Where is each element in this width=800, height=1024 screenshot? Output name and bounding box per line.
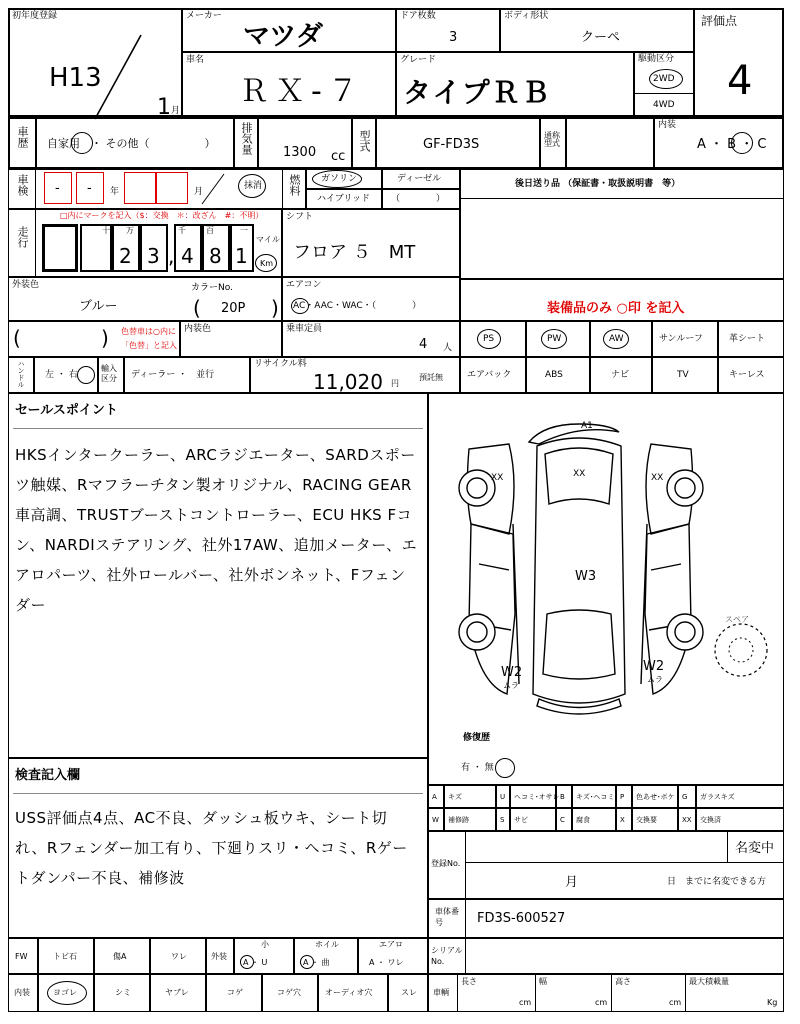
insp-month-unit: 月 xyxy=(194,187,204,197)
fuel-label-cell xyxy=(282,169,306,209)
legend-cell xyxy=(444,785,496,808)
legend-text: W xyxy=(432,816,439,824)
reg-slash-icon xyxy=(89,31,149,123)
legend-text: 交換要 xyxy=(636,816,657,824)
legend-text: G xyxy=(682,793,688,801)
history-value-cell xyxy=(36,117,234,169)
car-name-value: ＲＸ-７ xyxy=(239,74,364,109)
interior-color-label: 内装色 xyxy=(184,324,212,334)
legend-text: 補修跡 xyxy=(448,816,469,824)
score-value: 4 xyxy=(727,58,753,104)
legend-cell xyxy=(428,785,444,808)
legend-cell xyxy=(572,785,616,808)
interior2-label: 内装 xyxy=(14,988,30,997)
reg-year-label: 初年度登録 xyxy=(12,11,58,21)
fw-label: FW xyxy=(15,952,28,961)
legend-text: C xyxy=(560,816,565,824)
drive-label: 駆動区分 xyxy=(638,54,675,64)
paren-left: ( xyxy=(193,296,201,320)
exterior-color-cell xyxy=(8,277,282,321)
inspection-label-cell xyxy=(8,169,36,209)
registration-label: 登録No. xyxy=(431,859,461,868)
handle-value: 左 ・ 右 xyxy=(45,370,78,380)
equip-ps: PS xyxy=(460,321,526,357)
chassis-label: 車体番号 xyxy=(435,907,459,927)
paren-right: ) xyxy=(271,296,279,320)
chassis-value: FD3S-600527 xyxy=(477,911,566,926)
legend-cell xyxy=(496,808,510,831)
diag-w2-left-sub: ムラ xyxy=(503,681,519,690)
car-diagram-icon xyxy=(429,394,783,734)
small-value: A ・ U xyxy=(243,958,268,967)
displacement-unit: cc xyxy=(331,149,346,164)
legend-cell xyxy=(696,808,784,831)
maker-value: マツダ xyxy=(243,21,323,52)
legend-cell xyxy=(616,808,632,831)
grade-cell xyxy=(396,52,634,117)
drive-divider xyxy=(635,93,693,94)
int-item-1-circle-icon xyxy=(47,981,87,1005)
legend-text: U xyxy=(500,793,506,801)
legend-cell xyxy=(616,785,632,808)
mileage-box-0 xyxy=(42,224,78,272)
diag-w2-left: W2 xyxy=(501,665,523,680)
equip-aw: AW xyxy=(590,321,652,357)
dims-height-unit: cm xyxy=(669,998,682,1007)
mileage-box-6: 一 1 xyxy=(230,224,254,272)
import-value: ディーラー ・ 並行 xyxy=(131,370,215,380)
small-label: 小 xyxy=(261,940,269,949)
doors-label: ドア枚数 xyxy=(400,11,436,21)
color-change-cell xyxy=(8,321,180,357)
recycle-value: 11,020 xyxy=(313,370,383,394)
reg-month-unit: 月 xyxy=(171,106,181,116)
import-value-cell xyxy=(124,357,250,393)
inspection-notes-text: USS評価点4点、AC不良、ダッシュ板ウキ、シート切れ、Rフェンダー加工有り、下廻りスリ・ヘコミ、Rゲートダンパー不良、補修波 xyxy=(15,809,408,887)
recycle-unit: 円 xyxy=(391,379,399,388)
dims-width-unit: cm xyxy=(595,998,608,1007)
equip-airbag: エアバック xyxy=(460,357,526,393)
interior-grade-cell xyxy=(654,117,784,169)
doors-value: 3 xyxy=(449,30,458,45)
capacity-cell xyxy=(282,321,460,357)
equip-pw-circle-icon xyxy=(541,329,567,349)
registration-name-change: 名変中 xyxy=(735,841,775,856)
insp-box-3 xyxy=(124,172,156,204)
small-circle-icon xyxy=(240,955,254,969)
capacity-unit: 人 xyxy=(443,343,453,353)
import-label-cell xyxy=(98,357,124,393)
capacity-label: 乗車定員 xyxy=(286,324,323,334)
fuel-other-cell: （ ） xyxy=(382,189,460,209)
insp-box-2: - xyxy=(76,172,104,204)
later-items-label: 後日送り品 （保証書・取扱説明書 等） xyxy=(515,179,681,189)
mileage-km: Km xyxy=(260,259,274,268)
legend-text: 腐食 xyxy=(576,816,590,824)
inspection-notes-title: 検査記入欄 xyxy=(15,768,81,783)
exterior-color-label: 外装色 xyxy=(12,280,40,290)
history-value: 自家用 ・ その他（ ） xyxy=(47,137,216,150)
dims-height-label: 高さ xyxy=(615,977,631,986)
recycle-label: リサイクル料 xyxy=(254,359,307,369)
score-cell xyxy=(694,8,784,117)
car-name-label: 車名 xyxy=(186,55,205,65)
equip-sunroof: サンルーフ xyxy=(652,321,718,357)
doors-cell xyxy=(396,8,500,52)
shift-cell xyxy=(282,209,460,277)
shift-label: シフト xyxy=(286,212,314,222)
diag-w2-right-sub: ムラ xyxy=(647,675,663,684)
mileage-km-circle-icon xyxy=(255,254,277,272)
aero-label: エアロ xyxy=(379,940,403,949)
interior-color-cell xyxy=(180,321,282,357)
legend-cell xyxy=(572,808,616,831)
wheel-circle-icon xyxy=(300,955,314,969)
legend-cell xyxy=(428,808,444,831)
mileage-comma: , xyxy=(168,244,175,268)
chassis-cell xyxy=(428,899,784,938)
legend-text: 色あせ･ボケ xyxy=(636,793,675,801)
repair-value: 有 ・ 無 xyxy=(461,763,494,773)
color-code-value: 20P xyxy=(221,301,246,316)
diag-spare: スペア xyxy=(725,615,749,624)
aircon-circle-icon xyxy=(291,298,309,314)
dims-width-label: 幅 xyxy=(539,977,547,986)
aircon-value: AC・AAC・WAC・（ ） xyxy=(293,301,422,311)
dims-weight-unit: Kg xyxy=(767,998,778,1007)
diag-a1: A1 xyxy=(581,421,593,431)
displacement-label: 排気量 xyxy=(240,122,253,155)
insp-status-circle-icon xyxy=(238,174,266,198)
aero-value: A ・ ワレ xyxy=(369,958,404,967)
dims-cell xyxy=(428,974,784,1012)
mileage-box-2: 万 2 xyxy=(112,224,140,272)
mileage-label-cell xyxy=(8,209,36,277)
diag-w3: W3 xyxy=(575,569,597,584)
int-item-5: コゲ穴 xyxy=(277,988,301,997)
displacement-label-cell xyxy=(234,117,258,169)
body-type-value: クーペ xyxy=(581,30,621,45)
legend-text: ガラスキズ xyxy=(700,793,735,801)
drive-circle-icon xyxy=(649,69,683,89)
legend-text: P xyxy=(620,793,625,801)
int-item-3: ヤブレ xyxy=(165,988,189,997)
sales-points-cell xyxy=(8,393,428,758)
repair-label: 修復歴 xyxy=(463,733,491,743)
grade-value: タイプＲＢ xyxy=(403,76,552,109)
body-type-label: ボディ形状 xyxy=(504,11,549,21)
serial-cell xyxy=(428,938,784,974)
int-item-1: ヨゴレ xyxy=(53,988,77,997)
insp-box-4 xyxy=(156,172,188,204)
insp-year-unit: 年 xyxy=(110,187,120,197)
equipment-label: 装備品のみ ○印 を記入 xyxy=(547,301,685,316)
legend-text: XX xyxy=(682,816,692,824)
legend-cell xyxy=(696,785,784,808)
equip-navi: ナビ xyxy=(590,357,652,393)
insp-box-1: - xyxy=(44,172,72,204)
model-label: 型式 xyxy=(358,130,371,152)
shift-value: フロア ５ MT xyxy=(293,242,416,263)
diag-w2-right: W2 xyxy=(643,659,665,674)
inspection-label: 車検 xyxy=(16,174,29,196)
serial-label: シリアルNo. xyxy=(431,946,463,966)
model-value: GF-FD3S xyxy=(423,137,480,152)
fw-item-3: ワレ xyxy=(171,952,187,961)
diag-xx-right: XX xyxy=(651,473,664,483)
drive-cell xyxy=(634,52,694,117)
cc-paren-left: ( xyxy=(13,326,21,350)
import-label: 輸入区分 xyxy=(101,364,117,383)
legend-cell xyxy=(444,808,496,831)
drive-4wd: 4WD xyxy=(653,100,675,110)
reg-year-value: H13 xyxy=(49,63,102,93)
int-item-2: シミ xyxy=(115,988,131,997)
insp-slash-icon xyxy=(198,172,228,206)
mileage-note: □内にマークを記入（$：交換 ＊：改ざん #：不明） xyxy=(60,211,264,220)
maker-label: メーカー xyxy=(186,11,222,21)
color-change-note1: 色替車は○内に xyxy=(121,327,176,336)
legend-text: 交換済 xyxy=(700,816,721,824)
mileage-box-1: 十 xyxy=(80,224,112,272)
legend-text: ヘコミ･オサレ xyxy=(514,793,560,801)
capacity-value: 4 xyxy=(419,337,428,352)
registration-cell xyxy=(428,831,784,899)
fuel-diesel-cell: ディーゼル xyxy=(382,169,460,189)
drive-2wd: 2WD xyxy=(653,74,675,84)
mileage-box-3: 3 xyxy=(140,224,168,272)
equip-pw: PW xyxy=(526,321,590,357)
equip-keyless: キーレス xyxy=(718,357,784,393)
handle-circle-icon xyxy=(77,366,95,384)
mileage-box-5: 百 8 xyxy=(202,224,230,272)
fuel-gasoline-cell: ガソリン xyxy=(306,169,382,189)
reg-month-value: 1 xyxy=(157,95,171,120)
score-label: 評価点 xyxy=(701,14,738,28)
fuel-circle-icon xyxy=(312,170,362,188)
legend-text: B xyxy=(560,793,565,801)
color-code-label: カラーNo. xyxy=(191,283,233,293)
registration-day: 日 までに名変できる方 xyxy=(667,877,767,887)
model-label-cell xyxy=(352,117,376,169)
int-item-7: スレ xyxy=(401,988,417,997)
car-name-cell xyxy=(182,52,396,117)
equipment-header xyxy=(460,279,784,321)
dims-label: 車輌 xyxy=(433,988,449,997)
legend-cell xyxy=(556,785,572,808)
model-value-cell xyxy=(376,117,540,169)
equip-aw-circle-icon xyxy=(603,329,629,349)
exterior-label: 外装 xyxy=(211,952,227,961)
handle-label-cell xyxy=(8,357,34,393)
wheel-value: A ・ 曲 xyxy=(303,958,330,967)
color-change-note2: 「色替」と記入 xyxy=(121,341,177,350)
diag-xx-center: XX xyxy=(573,469,586,479)
common-model-value-cell xyxy=(566,117,654,169)
insp-status: 抹消 xyxy=(244,181,263,191)
body-type-cell xyxy=(500,8,694,52)
maker-cell xyxy=(182,8,396,52)
legend-text: A xyxy=(432,793,437,801)
sales-points-title: セールスポイント xyxy=(15,403,118,418)
legend-text: キズ･ヘコミ xyxy=(576,793,615,801)
displacement-value: 1300 xyxy=(283,145,317,160)
legend-text: S xyxy=(500,816,505,824)
aircon-label: エアコン xyxy=(286,280,322,290)
sales-points-text: HKSインタークーラー、ARCラジエーター、SARDスポーツ触媒、Rマフラーチタン製オリジナル、RACING GEAR車高調、TRUSTブーストコントローラー、ECU HKS Fコン、NARDIステアリング、社外17AW、追加メーター、エアロパーツ、社外ロールバー、社外ボンネット、Fフェンダー xyxy=(15,446,418,614)
legend-cell xyxy=(632,785,678,808)
exterior-color-value: ブルー xyxy=(79,299,118,314)
handle-value-cell xyxy=(34,357,98,393)
fw-item-1: トビ石 xyxy=(53,952,77,961)
cc-paren-right: ) xyxy=(101,326,109,350)
displacement-value-cell xyxy=(258,117,352,169)
equip-tv: TV xyxy=(652,357,718,393)
dims-weight-label: 最大積載量 xyxy=(689,977,729,986)
wheel-label: ホイル xyxy=(315,940,339,949)
repair-circle-icon xyxy=(495,758,515,778)
diagram-cell xyxy=(428,393,784,785)
fw-item-2: 傷A xyxy=(113,952,127,961)
common-model-label: 通称型式 xyxy=(544,131,560,148)
mileage-box-4: 千 4 xyxy=(174,224,202,272)
recycle-deposit: 預託無 xyxy=(419,373,443,382)
legend-text: キズ xyxy=(448,793,462,801)
aircon-cell xyxy=(282,277,460,321)
history-circle-icon xyxy=(71,132,93,154)
equip-abs: ABS xyxy=(526,357,590,393)
later-items-cell xyxy=(460,169,784,279)
legend-cell xyxy=(510,785,560,808)
history-label-cell xyxy=(8,117,36,169)
legend-text: サビ xyxy=(514,816,528,824)
legend-cell xyxy=(556,808,572,831)
mileage-mile: マイル xyxy=(256,235,280,244)
inspection-notes-cell xyxy=(8,758,428,938)
fuel-label: 燃料 xyxy=(288,174,301,196)
legend-cell xyxy=(496,785,510,808)
fuel-hybrid-cell: ハイブリッド xyxy=(306,189,382,209)
interior-value: A ・ B ・ C xyxy=(697,137,767,152)
mileage-label: 走行 xyxy=(16,226,29,248)
legend-cell xyxy=(510,808,556,831)
dims-length-label: 長さ xyxy=(461,977,477,986)
legend-cell xyxy=(632,808,678,831)
grade-label: グレード xyxy=(400,55,437,65)
equip-leather: 革シート xyxy=(718,321,784,357)
history-label: 車歴 xyxy=(16,126,29,148)
legend-cell xyxy=(678,808,696,831)
common-model-label-cell xyxy=(540,117,566,169)
diag-xx-left: XX xyxy=(491,473,504,483)
int-item-6: オーディオ穴 xyxy=(325,988,373,997)
handle-label: ハンドル xyxy=(17,360,25,388)
interior-label: 内装 xyxy=(658,120,677,130)
registration-month: 月 xyxy=(565,875,579,890)
interior-circle-icon xyxy=(731,132,753,154)
dims-length-unit: cm xyxy=(519,998,532,1007)
int-item-4: コゲ xyxy=(227,988,243,997)
legend-text: X xyxy=(620,816,625,824)
reg-year-cell xyxy=(8,8,182,120)
equip-ps-circle-icon xyxy=(477,329,501,349)
recycle-cell xyxy=(250,357,460,393)
legend-cell xyxy=(678,785,696,808)
